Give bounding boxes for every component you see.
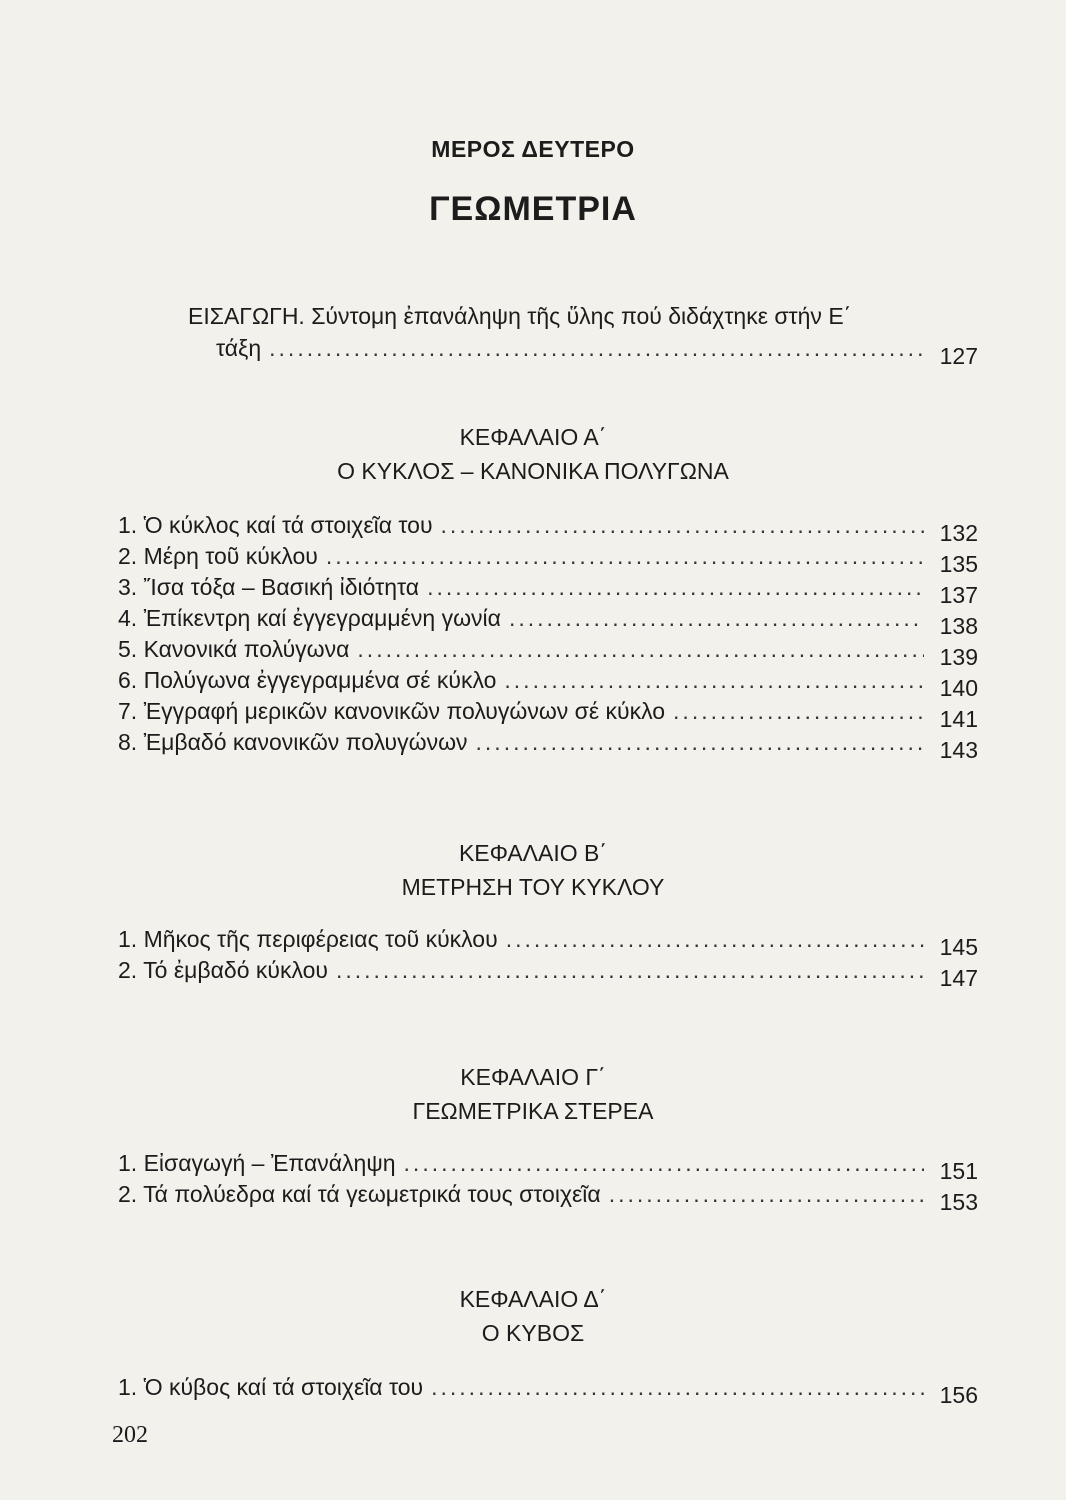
entry-text: 5. Κανονικά πολύγωνα [118,636,350,662]
chapter-c-entries [118,1150,978,1215]
intro-line-2 [188,332,978,369]
dot-leader [441,512,924,539]
entry-page: 135 [939,551,978,577]
page-number: 202 [112,1422,148,1448]
chapter-d-title: Ο ΚΥΒΟΣ [481,1320,585,1346]
chapter-b-heading [0,836,1066,904]
entry-page: 156 [939,1382,978,1408]
entry-text: 1. Μῆκος τῆς περιφέρειας τοῦ κύκλου [118,926,498,952]
dot-leader [506,926,924,953]
chapter-b-label: ΚΕΦΑΛΑΙΟ Β΄ [458,840,608,866]
entry-text: 2. Μέρη τοῦ κύκλου [118,543,318,569]
main-title: ΓΕΩΜΕΤΡΙΑ [429,190,637,228]
entry-text: 1. Ὁ κύβος καί τά στοιχεῖα του [118,1374,424,1400]
intro-line-1: ΕΙΣΑΓΩΓΗ. Σύντομη ἐπανάληψη τῆς ὕλης πού διδάχτηκε στήν Ε΄ [188,303,852,329]
part-title: ΜΕΡΟΣ ΔΕΥΤΕΡΟ [431,136,635,162]
dot-leader [476,729,924,756]
toc-entry [118,605,978,639]
dot-leader [609,1181,924,1208]
entry-page: 139 [939,644,978,670]
entry-page: 137 [939,582,978,608]
toc-entry [118,667,978,701]
toc-entry [118,698,978,732]
chapter-b-title: ΜΕΤΡΗΣΗ ΤΟΥ ΚΥΚΛΟΥ [401,874,665,900]
toc-entry [118,1150,978,1184]
entry-page: 141 [939,706,978,732]
entry-text: 1. Εἰσαγωγή – Ἐπανάληψη [118,1150,396,1176]
toc-entry [118,1181,978,1215]
entry-text: 2. Τό ἐμβαδό κύκλου [118,957,328,983]
dot-leader [673,698,924,725]
toc-entry [118,574,978,608]
dot-leader [509,605,924,632]
dot-leader [269,332,924,364]
chapter-a-title: Ο ΚΥΚΛΟΣ – ΚΑΝΟΝΙΚΑ ΠΟΛΥΓΩΝΑ [337,458,729,484]
dot-leader [336,957,924,984]
chapter-d-heading [0,1282,1066,1350]
toc-entry [118,957,978,991]
entry-page: 145 [939,934,978,960]
entry-text: 7. Ἐγγραφή μερικῶν κανονικῶν πολυγώνων σέ κύκλο [118,698,666,724]
intro-entry [188,300,978,369]
entry-page: 138 [939,613,978,639]
entry-page: 143 [939,737,978,763]
chapter-a-entries [118,512,978,763]
dot-leader [357,636,924,663]
chapter-d-entries [118,1374,978,1408]
entry-text: 8. Ἐμβαδό κανονικῶν πολυγώνων [118,729,468,755]
toc-entry [118,926,978,960]
entry-text: 3. Ἴσα τόξα – Βασική ἰδιότητα [118,574,420,600]
entry-page: 132 [939,520,978,546]
entry-text: 2. Τά πολύεδρα καί τά γεωμετρικά τους στοιχεῖα [118,1181,601,1207]
chapter-c-label: ΚΕΦΑΛΑΙΟ Γ΄ [460,1064,606,1090]
chapter-a-heading [0,420,1066,488]
dot-leader [404,1150,924,1177]
dot-leader [427,574,924,601]
toc-entry [118,729,978,763]
toc-entry [118,636,978,670]
chapter-c-heading [0,1060,1066,1128]
toc-entry [118,543,978,577]
dot-leader [504,667,924,694]
chapter-d-label: ΚΕΦΑΛΑΙΟ Δ΄ [459,1286,607,1312]
entry-page: 151 [939,1158,978,1184]
chapter-a-label: ΚΕΦΑΛΑΙΟ Α΄ [459,424,607,450]
entry-text: 6. Πολύγωνα ἐγγεγραμμένα σέ κύκλο [118,667,497,693]
entry-page: 140 [939,675,978,701]
toc-entry [118,1374,978,1408]
dot-leader [326,543,924,570]
dot-leader [431,1374,924,1401]
toc-entry [118,512,978,546]
chapter-b-entries [118,926,978,991]
chapter-c-title: ΓΕΩΜΕΤΡΙΚΑ ΣΤΕΡΕΑ [412,1098,654,1124]
intro-page-number: 127 [939,343,978,369]
entry-text: 4. Ἐπίκεντρη καί ἐγγεγραμμένη γωνία [118,605,501,631]
entry-text: 1. Ὁ κύκλος καί τά στοιχεῖα του [118,512,433,538]
entry-page: 153 [939,1189,978,1215]
intro-line-2-text: τάξη [216,335,262,361]
entry-page: 147 [939,965,978,991]
